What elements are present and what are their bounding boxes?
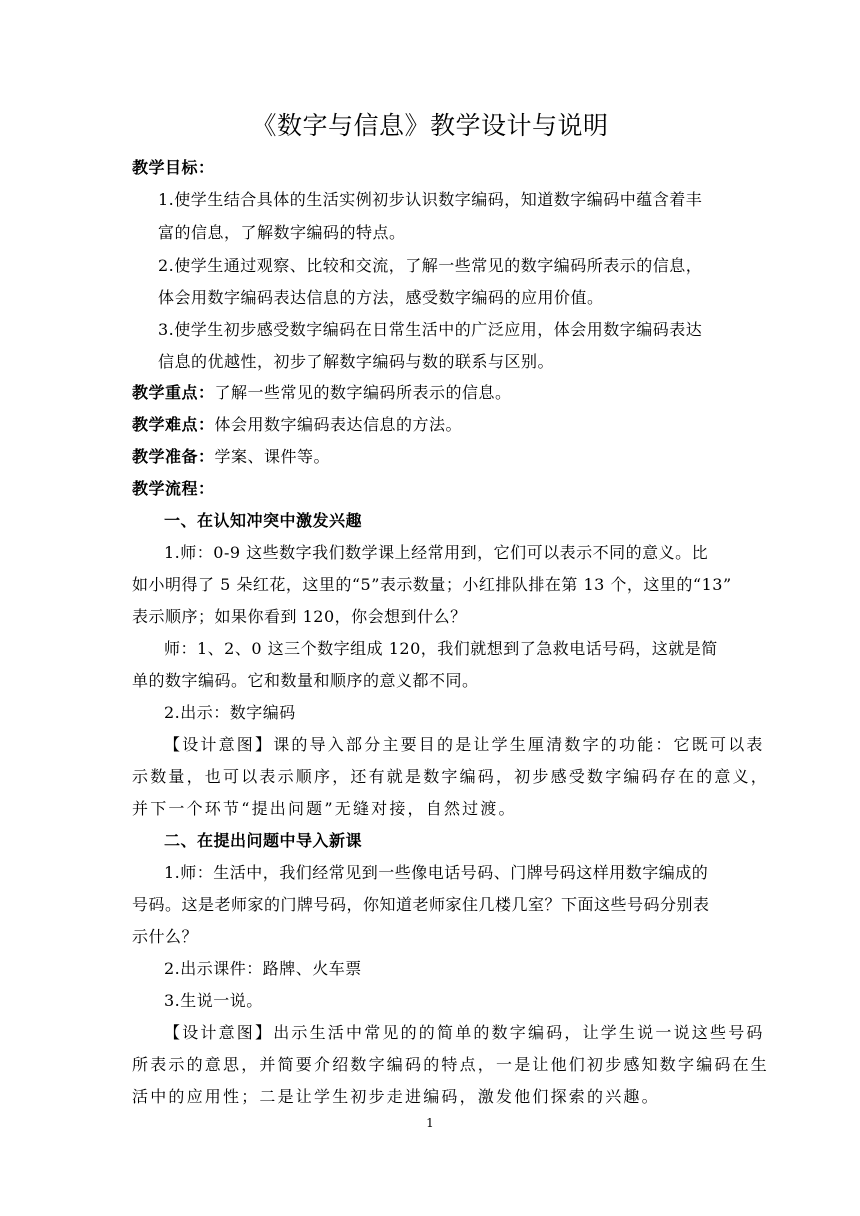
paragraph-line: 1.师：0-9 这些数字我们数学课上经常用到，它们可以表示不同的意义。比 (164, 543, 709, 562)
paragraph-line: 号码。这是老师家的门牌号码，你知道老师家住几楼几室？下面这些号码分别表 (132, 895, 710, 914)
objective-line: 信息的优越性，初步了解数字编码与数的联系与区别。 (158, 352, 555, 371)
process-heading: 教学流程： (132, 479, 215, 498)
objective-line: 2.使学生通过观察、比较和交流，了解一些常见的数字编码所表示的信息， (158, 256, 703, 275)
section1-heading: 一、在认知冲突中激发兴趣 (164, 511, 363, 530)
difficulty-text: 体会用数字编码表达信息的方法。 (214, 415, 463, 434)
paragraph-line: 3.生说一说。 (164, 991, 263, 1010)
paragraph-line: 师：1、2、0 这三个数字组成 120，我们就想到了急救电话号码，这就是简 (164, 639, 718, 658)
paragraph-line: 示什么？ (132, 927, 199, 946)
design-intent-line: 示数量，也可以表示顺序，还有就是数字编码，初步感受数字编码存在的意义， (132, 767, 770, 786)
difficulty (132, 415, 462, 435)
document-title: 《数字与信息》教学设计与说明 (251, 111, 609, 140)
page-number: 1 (426, 1116, 434, 1130)
preparation-text: 学案、课件等。 (214, 447, 331, 466)
design-intent-line: 活中的应用性；二是让学生初步走进编码，激发他们探索的兴趣。 (132, 1087, 660, 1106)
paragraph-line: 如小明得了 5 朵红花，这里的“5”表示数量；小红排队排在第 13 个，这里的“13” (132, 575, 732, 594)
objective-line: 体会用数字编码表达信息的方法，感受数字编码的应用价值。 (158, 288, 604, 307)
design-intent-line: 并下一个环节“提出问题”无缝对接，自然过渡。 (132, 799, 517, 818)
key-point-label: 教学重点： (132, 383, 215, 402)
paragraph-line: 表示顺序；如果你看到 120，你会想到什么？ (132, 607, 467, 626)
paragraph-line: 2.出示课件：路牌、火车票 (164, 959, 362, 978)
design-intent-line: 【设计意图】出示生活中常见的的简单的数字编码，让学生说一说这些号码 (164, 1023, 765, 1042)
paragraph-line: 1.师：生活中，我们经常见到一些像电话号码、门牌号码这样用数字编成的 (164, 863, 709, 882)
paragraph-line: 2.出示：数字编码 (164, 703, 296, 722)
preparation-label: 教学准备： (132, 447, 215, 466)
key-point-text: 了解一些常见的数字编码所表示的信息。 (214, 383, 512, 402)
objective-line: 1.使学生结合具体的生活实例初步认识数字编码，知道数字编码中蕴含着丰 (158, 190, 703, 209)
section2-heading: 二、在提出问题中导入新课 (164, 831, 363, 850)
objective-line: 3.使学生初步感受数字编码在日常生活中的广泛应用，体会用数字编码表达 (158, 320, 703, 339)
key-point (132, 383, 512, 403)
design-intent-line: 所表示的意思，并简要介绍数字编码的特点，一是让他们初步感知数字编码在生 (132, 1055, 770, 1074)
objective-line: 富的信息，了解数字编码的特点。 (158, 223, 406, 242)
preparation (132, 447, 330, 467)
paragraph-line: 单的数字编码。它和数量和顺序的意义都不同。 (132, 671, 479, 690)
design-intent-line: 【设计意图】课的导入部分主要目的是让学生厘清数字的功能：它既可以表 (164, 735, 765, 754)
difficulty-label: 教学难点： (132, 415, 215, 434)
objectives-heading: 教学目标： (132, 158, 215, 177)
